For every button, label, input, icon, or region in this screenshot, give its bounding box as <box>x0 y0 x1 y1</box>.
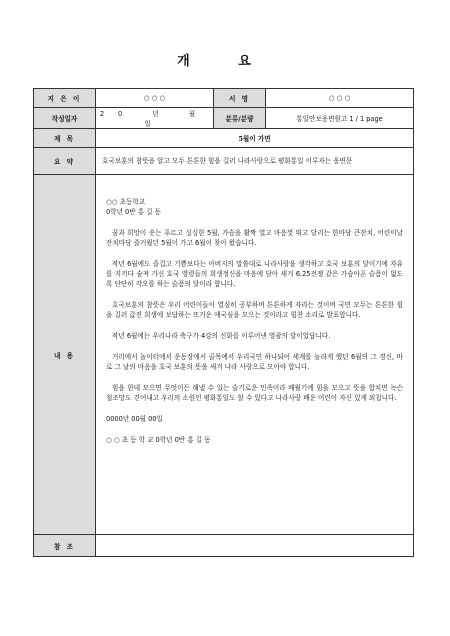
category-label: 분류/분량 <box>214 108 266 129</box>
subject-label: 제 목 <box>34 129 96 148</box>
speech-date: 0000년 00월 00일 <box>106 415 163 423</box>
paragraph-1: 꿈과 희망이 솟는 푸르고 싱싱한 5월, 가슴을 활짝 열고 마음껏 뛰고 달리는 한마당 큰잔치, 어린이날 잔치마당 즐거웠던 5월이 가고 6월이 찾아 왔습니다. <box>106 229 403 247</box>
author-field[interactable]: ○ ○ ○ <box>96 89 214 108</box>
author-label: 지 은 이 <box>34 89 96 108</box>
paragraph-3: 호국보훈의 참뜻은 우리 어린이들이 열심히 공부하며 튼튼하게 자라는 것이며 국민 모두는 튼튼한 힘을 길러 값진 희생에 보답하는 뜨거운 애국심을 모으는 것이라고 힘찬 소리로 발표합니다. <box>106 301 403 319</box>
paragraph-6: 힘을 한데 모으면 무엇이든 해낼 수 있는 슬기로운 민족이라 배웠기에 힘을 모으고 뜻을 합치면 녹슨 철조망도 걷어내고 우리의 소원인 평화통일도 할 수 있다고 나라사랑 배운 어린이 자신 있게 외칩니다. <box>106 384 403 402</box>
document-title: 개 요 <box>177 54 273 69</box>
reference-field[interactable] <box>96 535 414 557</box>
date-label: 작성일자 <box>34 108 96 129</box>
date-field[interactable] <box>96 108 214 129</box>
subject-field[interactable]: 5월이 가면 <box>96 129 414 148</box>
date-value: 20 년 월 일 <box>99 110 210 128</box>
paragraph-2: 작년 6월에도 즐겁고 기쁨보다는 아버지의 말씀대로 나라사랑을 생각하고 호국 보훈의 달이기에 자유를 지키다 숨져 가신 호국 영령들의 희생정신을 마음에 담아 새겨 6.25전쟁 같은 가슴아픈 슬픔이 없도록 단단히 각오를 하는 슬픔의 달이라 합니다. <box>106 260 403 288</box>
content-field[interactable] <box>96 175 414 535</box>
summary-label: 요 약 <box>34 148 96 175</box>
content-label: 내 용 <box>34 175 96 535</box>
closing-signature: ○ ○ 초 등 학 교 0학년 0반 홍 길 동 <box>106 436 211 444</box>
signature-label: 서 명 <box>214 89 266 108</box>
signature-field[interactable]: ○ ○ ○ <box>266 89 414 108</box>
paragraph-5: 거리에서 놀이터에서 운동장에서 골목에서 우리국민 하나되어 세계를 놀라게 했던 6월의 그 경신, 바로 그 날의 마음을 호국 보훈의 뜻을 새겨 나라 사랑으로 모아야 합니다. <box>106 353 403 371</box>
paragraph-4: 작년 6월에는 우리나라 축구가 4강의 신화를 이루어낸 영광의 달이었답니다. <box>112 332 331 340</box>
school-name: ○○ 초등학교 <box>106 198 146 206</box>
outline-form <box>33 88 414 557</box>
summary-field[interactable]: 호국보훈의 참뜻을 알고 모두 튼튼한 힘을 길러 나라사랑으로 평화통일 이루자는 웅변문 <box>96 148 414 175</box>
category-field[interactable]: 통일안보웅변원고 1 / 1 page <box>266 108 414 129</box>
student-name: 0학년 0반 홍 길 동 <box>106 208 161 216</box>
reference-label: 참 조 <box>34 535 96 557</box>
